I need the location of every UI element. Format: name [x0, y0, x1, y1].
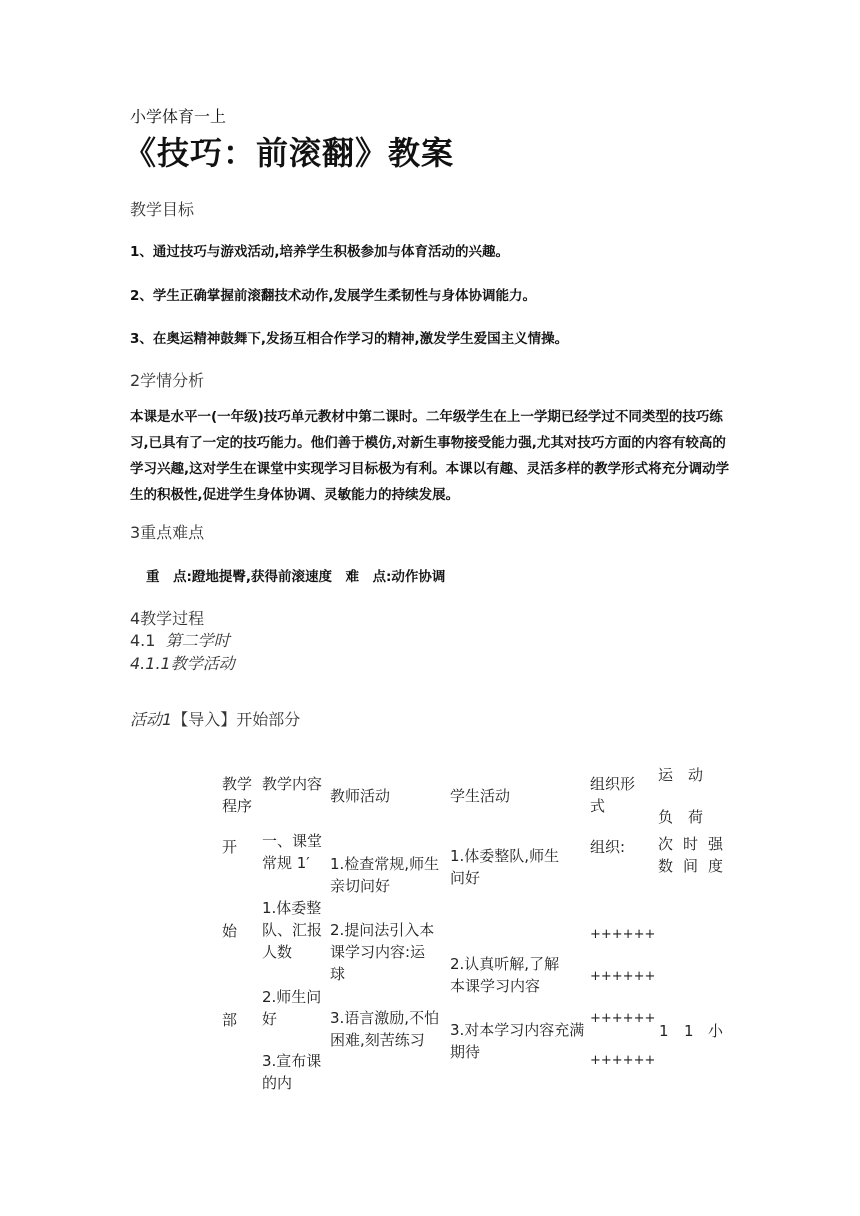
subject-line: 小学体育一上 [130, 107, 227, 126]
activity-title: 【导入】开始部分 [172, 710, 301, 729]
content-item-3: 2.师生问好 [262, 988, 322, 1028]
header-count: 次数 [658, 835, 674, 875]
section-analysis-heading: 2学情分析 [130, 371, 205, 390]
header-load-line2: 负 荷 [658, 808, 704, 826]
subsection-label: 第二学时 [165, 631, 230, 650]
key-points: 重 点:蹬地提臀,获得前滚速度 难 点:动作协调 [146, 569, 446, 585]
organization-label: 组织: [590, 838, 626, 856]
load-time-value: 1 [684, 1022, 694, 1040]
activity-heading [130, 707, 300, 730]
page-title: 《技巧：前滚翻》教案 [124, 134, 455, 172]
header-organization: 组织形式 [590, 775, 636, 815]
organization-formation-row: ++++++ [590, 1011, 656, 1026]
header-program: 教学程序 [222, 775, 253, 815]
organization-formation-row: ++++++ [590, 969, 656, 984]
section-objectives-heading: 教学目标 [130, 200, 195, 219]
subsubsection-heading: 4.1.1教学活动 [130, 654, 235, 673]
analysis-paragraph: 本课是水平一(一年级)技巧单元教材中第二课时。二年级学生在上一学期已经学过不同类型的技巧练习,已具有了一定的技巧能力。他们善于模仿,对新生事物接受能力强,尤其对技巧方面的内容有较高的学习兴趣,这对学生在课堂中实现学习目标极为有利。本课以有趣、灵活多样的教学形式将充分调动学生的积极性,促进学生身体协调、灵敏能力的持续发展。 [130, 409, 730, 503]
program-char-1: 开 [222, 838, 238, 856]
header-student: 学生活动 [450, 787, 511, 805]
objective-3: 3、在奥运精神鼓舞下,发扬互相合作学习的精神,激发学生爱国主义情操。 [130, 331, 569, 347]
header-time: 时间 [683, 835, 699, 875]
teacher-activity-2: 2.提问法引入本课学习内容:运球 [330, 921, 435, 983]
student-activity-3: 3.对本学习内容充满期待 [450, 1021, 585, 1061]
program-char-3: 部 [222, 1011, 238, 1029]
header-teacher: 教师活动 [330, 787, 391, 805]
subsection-heading [130, 628, 230, 651]
content-item-1: 一、课堂常规 1′ [262, 832, 323, 872]
teacher-activity-1: 1.检查常规,师生亲切问好 [330, 855, 440, 895]
subsection-number: 4.1 [130, 631, 156, 650]
header-content: 教学内容 [262, 775, 323, 793]
section-process-heading: 4教学过程 [130, 609, 205, 628]
content-item-4: 3.宣布课的内 [262, 1052, 322, 1092]
objective-2: 2、学生正确掌握前滚翻技术动作,发展学生柔韧性与身体协调能力。 [130, 288, 537, 304]
organization-formation-row: ++++++ [590, 1053, 656, 1068]
content-item-2: 1.体委整队、汇报人数 [262, 899, 323, 961]
organization-formation-row: ++++++ [590, 927, 656, 942]
teacher-activity-3: 3.语言激励,不怕困难,刻苦练习 [330, 1009, 440, 1049]
program-char-2: 始 [222, 922, 238, 940]
header-load-line1: 运 动 [658, 766, 704, 784]
header-intensity: 强度 [708, 835, 724, 875]
student-activity-2: 2.认真听解,了解本课学习内容 [450, 955, 560, 995]
section-keypoints-heading: 3重点难点 [130, 523, 205, 542]
load-intensity-value: 小 [708, 1022, 724, 1040]
activity-prefix: 活动1 [130, 710, 173, 729]
objective-1: 1、通过技巧与游戏活动,培养学生积极参加与体育活动的兴趣。 [130, 244, 510, 260]
load-count-value: 1 [659, 1022, 669, 1040]
student-activity-1: 1.体委整队,师生问好 [450, 847, 560, 887]
